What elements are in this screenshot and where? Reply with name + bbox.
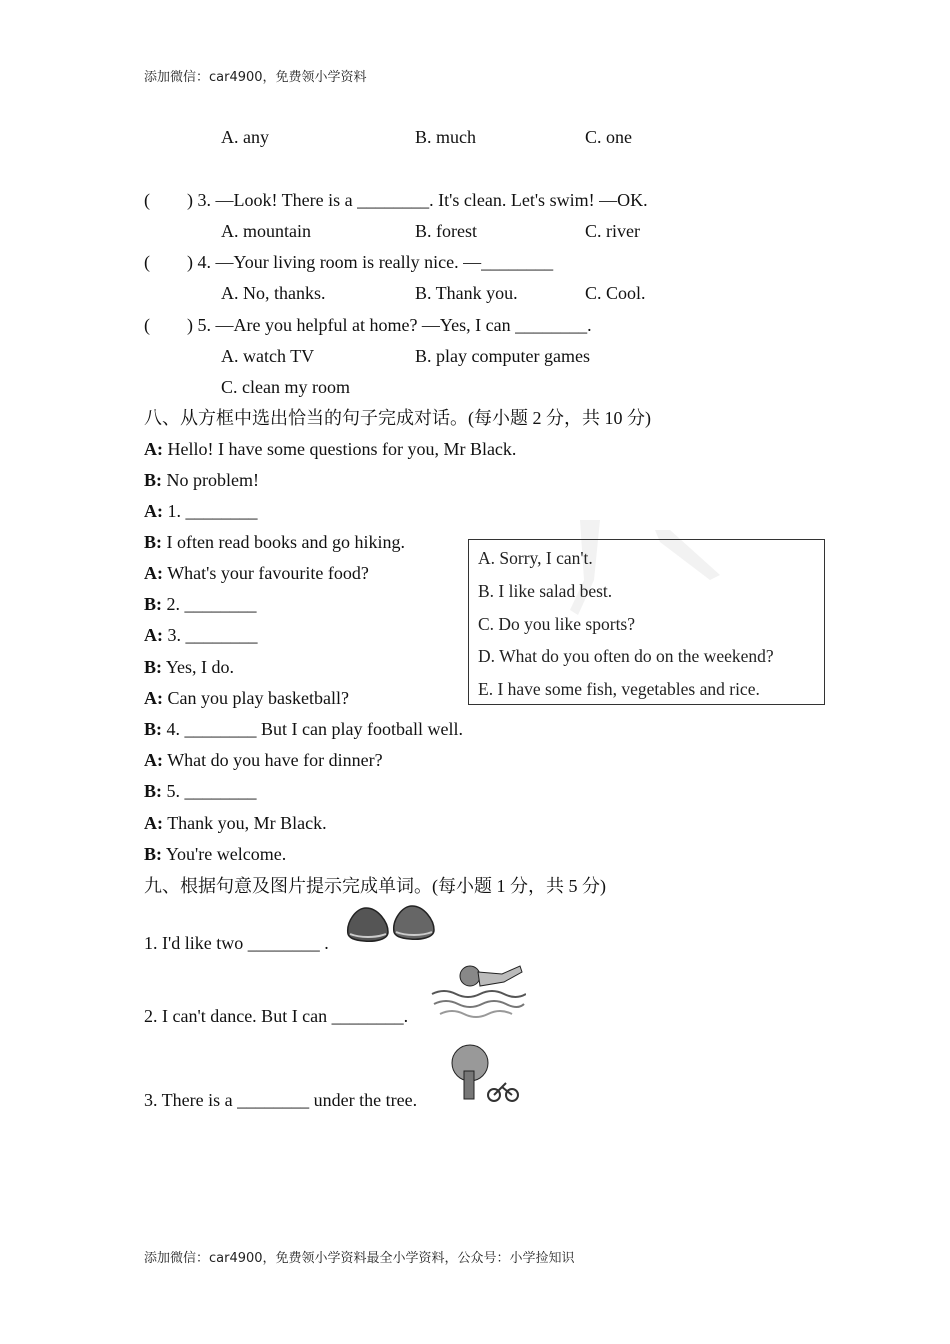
dialogue-text: Thank you, Mr Black. [167,813,327,833]
tree-bike-icon [444,1043,522,1105]
dialogue-text: What's your favourite food? [167,563,369,583]
speaker-label: A: [144,688,163,708]
box-option-b: B. I like salad best. [478,581,613,601]
section-8-title: 八、从方框中选出恰当的句子完成对话。(每小题 2 分，共 10 分) [144,408,651,428]
dialogue-text: 2. ________ [166,594,257,614]
q4-paren: ( [144,252,150,272]
dialogue-line [144,780,257,802]
q2-option-b: B. much [415,127,476,147]
box-option-e: E. I have some fish, vegetables and rice. [478,679,760,699]
dialogue-text: I often read books and go hiking. [166,532,405,552]
q2-option-a: A. any [221,127,269,147]
dialogue-text: Hello! I have some questions for you, Mr Black. [167,439,517,459]
q3-option-a: A. mountain [221,221,311,241]
speaker-label: B: [144,781,162,801]
dialogue-line [144,718,463,740]
dialogue-line [144,656,234,678]
dialogue-line [144,562,369,584]
dialogue-line [144,438,516,460]
dialogue-text: You're welcome. [165,844,287,864]
dialogue-line [144,687,349,709]
dialogue-text: Can you play basketball? [167,688,349,708]
q3-option-c: C. river [585,221,640,241]
q3-option-b: B. forest [415,221,477,241]
dialogue-line [144,593,257,615]
options-box [468,539,825,705]
speaker-label: B: [144,719,162,739]
dialogue-line [144,812,327,834]
q5-question: ) 5. —Are you helpful at home? —Yes, I can ________. [187,315,592,335]
q4-option-c: C. Cool. [585,283,646,303]
dialogue-line [144,843,286,865]
q5-option-c: C. clean my room [221,377,350,397]
q4-option-b: B. Thank you. [415,283,518,303]
dialogue-text: 5. ________ [166,781,257,801]
picture-item-1: 1. I'd like two ________ . [144,933,329,953]
dialogue-text: What do you have for dinner? [167,750,383,770]
dialogue-text: No problem! [166,470,259,490]
dialogue-text: 1. ________ [167,501,258,521]
section-9-title: 九、根据句意及图片提示完成单词。(每小题 1 分，共 5 分) [144,876,606,896]
page-footer: 添加微信：car4900，免费领小学资料最全小学资料，公众号：小学捡知识 [144,1251,575,1266]
box-option-d: D. What do you often do on the weekend? [478,646,774,666]
dialogue-line [144,469,259,491]
box-option-a: A. Sorry, I can't. [478,548,593,568]
q5-option-b: B. play computer games [415,346,590,366]
speaker-label: A: [144,813,163,833]
q4-question: ) 4. —Your living room is really nice. —________ [187,252,554,272]
speaker-label: A: [144,750,163,770]
swimmer-icon [430,960,526,1022]
picture-item-3: 3. There is a ________ under the tree. [144,1090,418,1110]
q3-question: ) 3. —Look! There is a ________. It's clean. Let's swim! —OK. [187,190,648,210]
speaker-label: A: [144,625,163,645]
q2-option-c: C. one [585,127,632,147]
box-option-c: C. Do you like sports? [478,614,636,634]
q3-paren: ( [144,190,150,210]
speaker-label: A: [144,501,163,521]
dialogue-line [144,531,405,553]
speaker-label: B: [144,844,162,864]
picture-item-2: 2. I can't dance. But I can ________. [144,1006,409,1026]
q5-option-a: A. watch TV [221,346,315,366]
page-header: 添加微信：car4900，免费领小学资料 [144,70,367,85]
speaker-label: B: [144,532,162,552]
dialogue-text: 4. ________ But I can play football well. [166,719,463,739]
speaker-label: A: [144,439,163,459]
dialogue-text: 3. ________ [167,625,258,645]
speaker-label: B: [144,594,162,614]
q5-paren: ( [144,315,150,335]
speaker-label: B: [144,657,162,677]
dialogue-line [144,500,258,522]
speaker-label: B: [144,470,162,490]
sneakers-icon [344,904,436,946]
dialogue-text: Yes, I do. [165,657,235,677]
speaker-label: A: [144,563,163,583]
dialogue-line [144,749,383,771]
dialogue-line [144,624,258,646]
q4-option-a: A. No, thanks. [221,283,326,303]
